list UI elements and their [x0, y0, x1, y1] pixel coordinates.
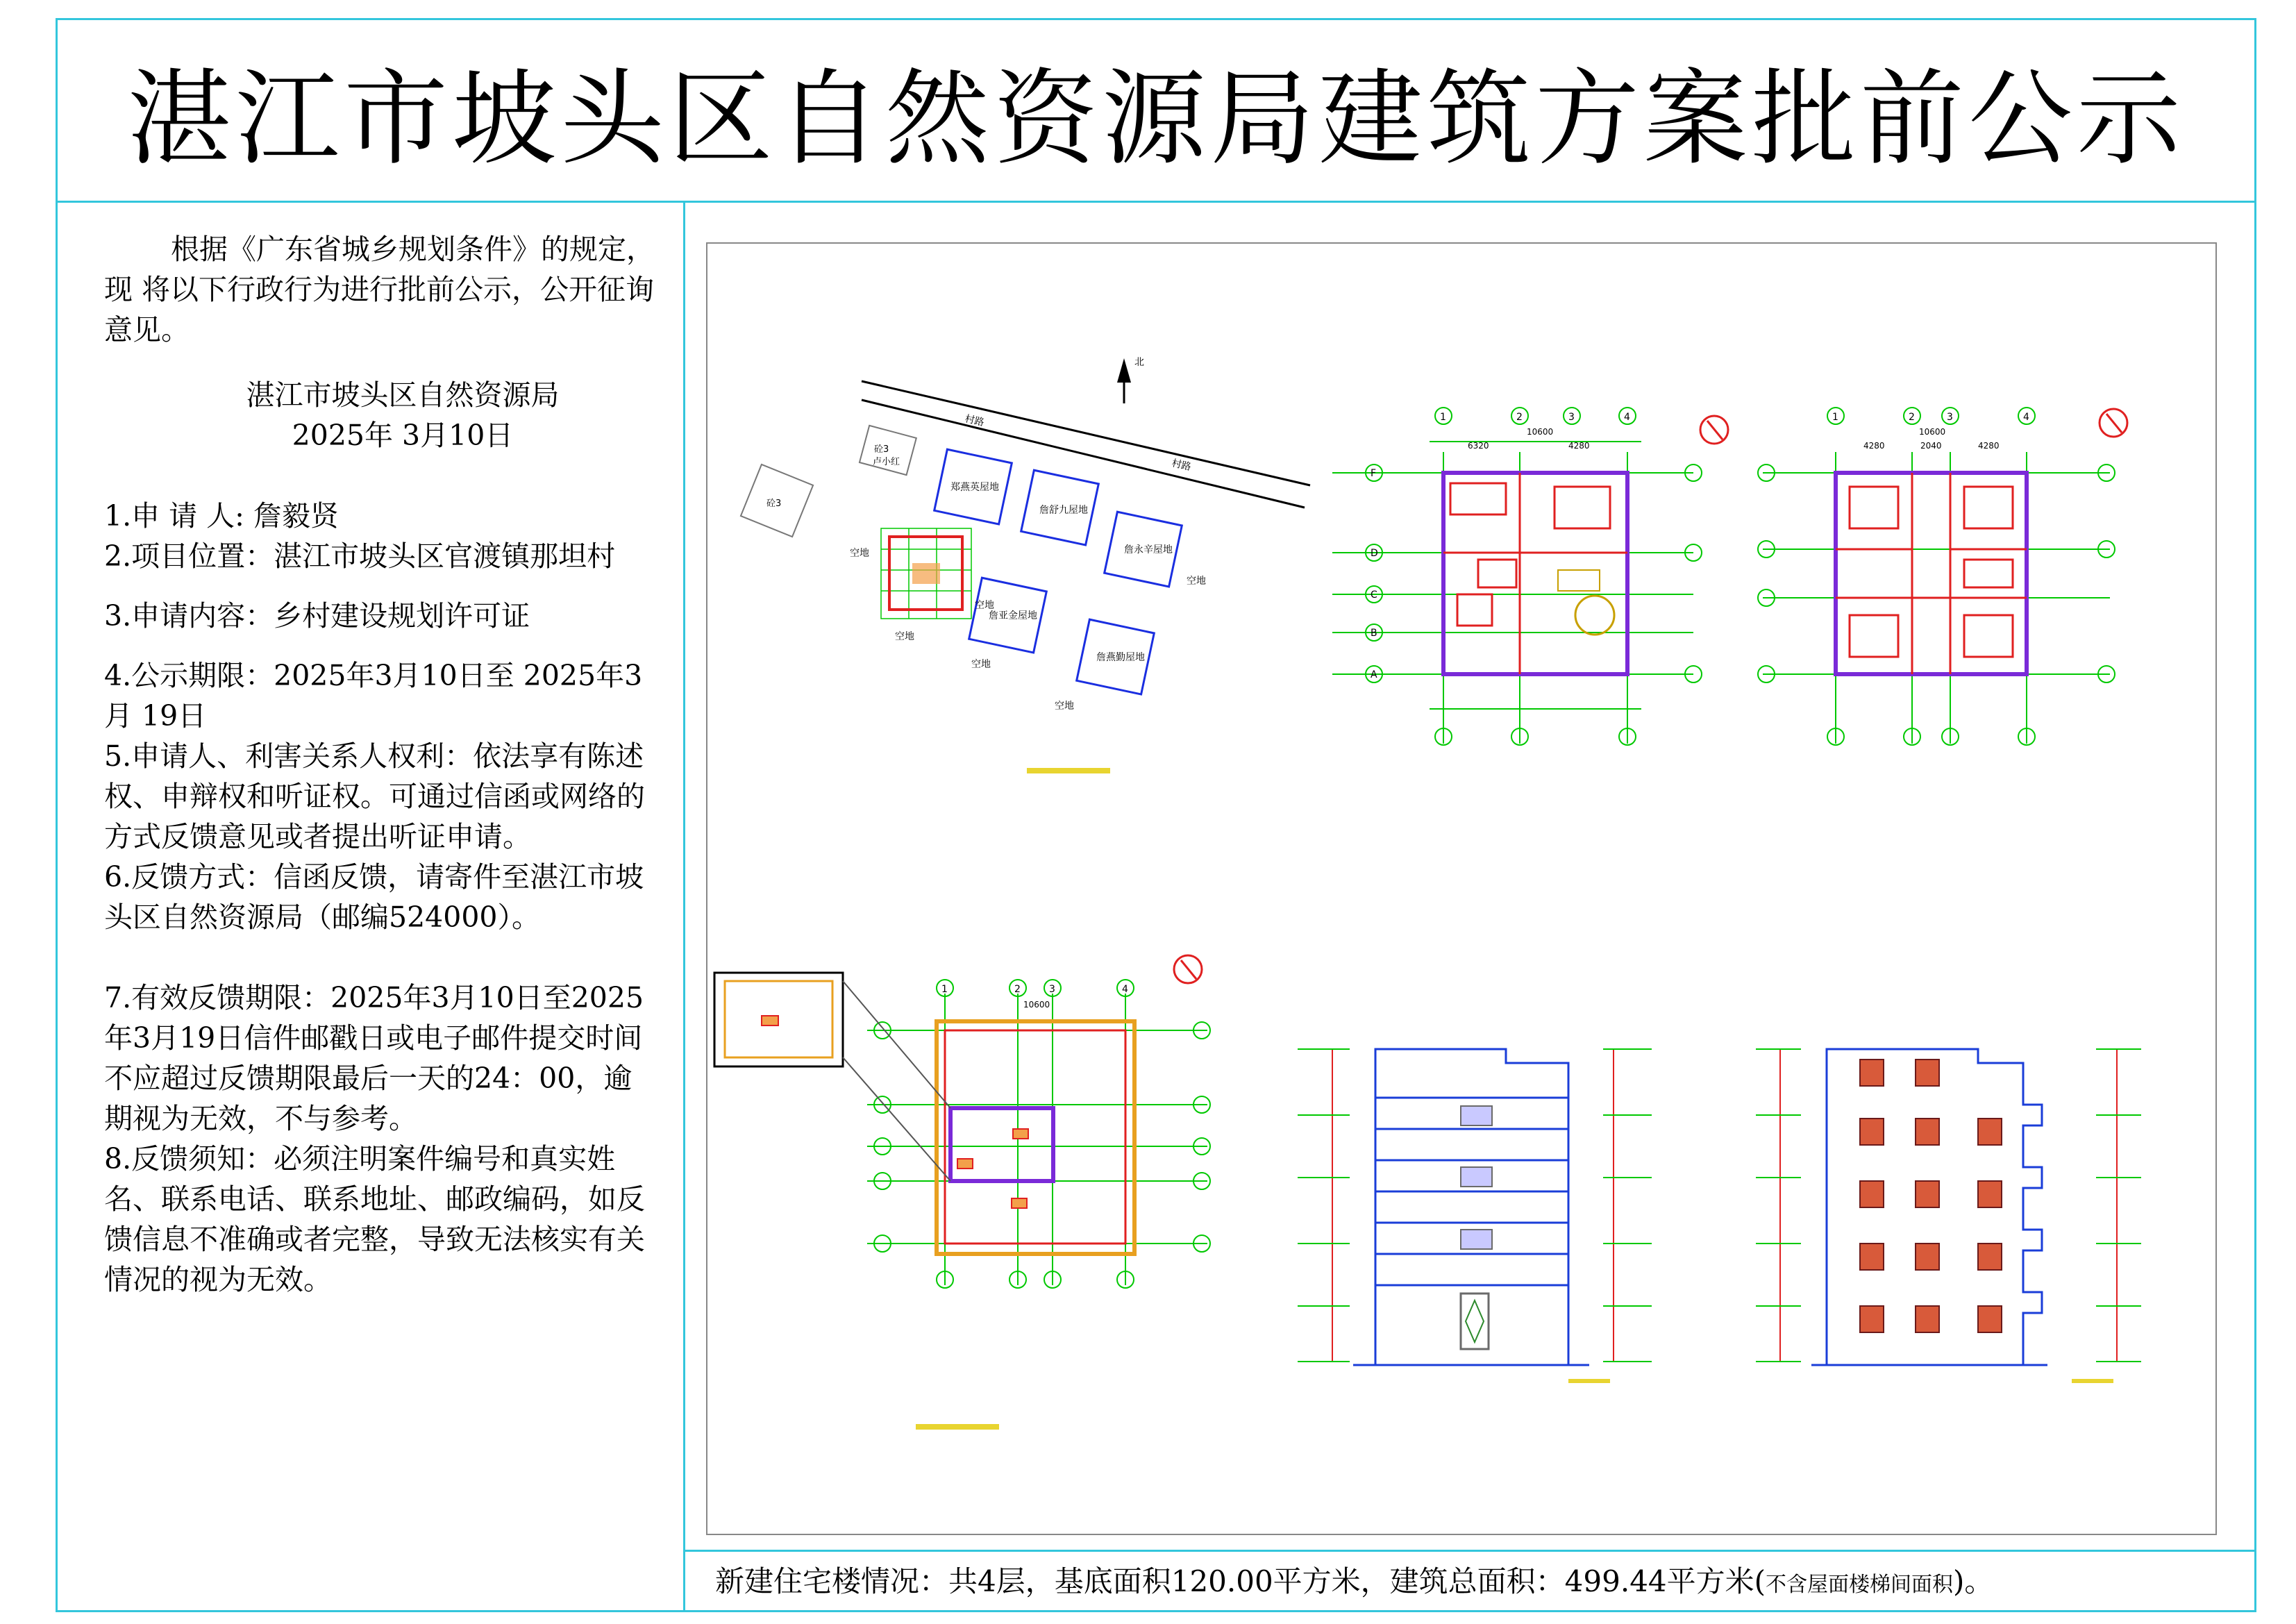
- north-label: 北: [1134, 357, 1144, 368]
- axis-3: 3: [1568, 412, 1575, 423]
- empty-label-3: 空地: [975, 600, 994, 611]
- axis-2-roof: 2: [1014, 984, 1021, 995]
- notice-text: [104, 229, 660, 1300]
- item-applicant: 1.申 请 人: 詹毅贤: [104, 499, 340, 533]
- title-bar: [56, 18, 2256, 203]
- lot-label-4: 詹亚金屋地: [989, 610, 1037, 621]
- axis-3-roof: 3: [1049, 984, 1055, 995]
- dim-b-upper-2: 4280: [1978, 441, 2000, 451]
- empty-label-1: 空地: [850, 548, 869, 559]
- drawing-canvas: [707, 244, 2218, 1537]
- axis-2-upper: 2: [1909, 412, 1915, 423]
- dim-b: 4280: [1568, 441, 1590, 451]
- footer-divider: [685, 1550, 2256, 1552]
- item-feedback-deadline: 7.有效反馈期限：2025年3月10日至2025年3月19日信件邮戳日或电子邮件提交时间不应超过反馈期限最后一天的24：00，逾期视为无效，不与参考。: [104, 981, 644, 1135]
- footer-summary: [715, 1559, 1993, 1600]
- architectural-drawing-sheet: [706, 242, 2217, 1535]
- lot-label-2: 詹舒九屋地: [1039, 505, 1088, 516]
- roof-plan: [714, 955, 1210, 1430]
- item-location: 2.项目位置：湛江市坡头区官渡镇那坦村: [104, 539, 616, 573]
- dim-b-upper-1: 4280: [1863, 441, 1885, 451]
- page-title: 湛江市坡头区自然资源局建筑方案批前公示: [126, 58, 2185, 180]
- lot-label-1: 郑燕英屋地: [950, 482, 999, 493]
- notice-date: 2025年 3月10日: [292, 419, 514, 452]
- lot-label-3: 詹永辛屋地: [1124, 544, 1173, 555]
- intro-paragraph: 根据《广东省城乡规划条件》的规定，现 将以下行政行为进行批前公示，公开征询意见。: [104, 233, 655, 346]
- item-feedback-method: 6.反馈方式：信函反馈，请寄件至湛江市坡头区自然资源局（邮编524000）。: [104, 860, 644, 934]
- axis-2: 2: [1516, 412, 1523, 423]
- axis-4-upper: 4: [2023, 412, 2029, 423]
- item-period: 4.公示期限：2025年3月10日至 2025年3月 19日: [104, 659, 643, 733]
- axis-1: 1: [1440, 412, 1446, 423]
- dim-total-upper: 10600: [1919, 427, 1946, 437]
- dim-total-roof: 10600: [1023, 1000, 1050, 1010]
- empty-label-5: 空地: [971, 659, 991, 670]
- front-elevation: [1298, 1049, 1652, 1383]
- item-feedback-notes: 8.反馈须知：必须注明案件编号和真实姓名、联系电话、联系地址、邮政编码，如反馈信息不准确或者完整，导致无法核实有关情况的视为无效。: [104, 1142, 645, 1296]
- axis-c: C: [1371, 589, 1377, 601]
- axis-a: A: [1371, 669, 1377, 680]
- axis-b: B: [1371, 628, 1377, 639]
- footer-main: 新建住宅楼情况：共4层，基底面积120.00平方米，建筑总面积：499.44平方米(: [715, 1564, 1766, 1598]
- lot-label-5: 詹燕勤屋地: [1096, 652, 1145, 663]
- item-content: 3.申请内容：乡村建设规划许可证: [104, 599, 530, 633]
- dim-total: 10600: [1527, 427, 1554, 437]
- axis-f: F: [1371, 468, 1377, 479]
- empty-label-2: 空地: [895, 631, 914, 642]
- axis-4: 4: [1624, 412, 1630, 423]
- empty-label-4: 空地: [1187, 576, 1206, 587]
- issuer: 湛江市坡头区自然资源局: [246, 378, 560, 412]
- empty-label-6: 空地: [1055, 701, 1074, 712]
- ground-floor-plan: [1332, 408, 1728, 745]
- item-rights: 5.申请人、利害关系人权利：依法享有陈述权、申辩权和听证权。可通过信函或网络的方式反馈意见或者提出听证申请。: [104, 739, 645, 853]
- footer-end: )。: [1953, 1564, 1994, 1598]
- axis-3-upper: 3: [1947, 412, 1953, 423]
- upper-floor-plan: [1758, 408, 2127, 745]
- column-divider: [683, 203, 685, 1612]
- neighbor-label-2: 砼3: [766, 499, 782, 509]
- footer-note: 不含屋面楼梯间面积: [1766, 1573, 1954, 1597]
- axis-1-roof: 1: [941, 984, 948, 995]
- side-elevation: [1756, 1049, 2141, 1383]
- neighbor-label-1: 砼3: [874, 444, 889, 455]
- axis-1-upper: 1: [1832, 412, 1838, 423]
- dim-c-upper: 2040: [1920, 441, 1942, 451]
- axis-d: D: [1371, 548, 1378, 559]
- neighbor-name: 卢小红: [873, 457, 900, 467]
- road-label-2: 村路: [1171, 458, 1192, 474]
- road-label-1: 村路: [964, 413, 985, 429]
- axis-4-roof: 4: [1122, 984, 1128, 995]
- dim-a: 6320: [1468, 441, 1489, 451]
- site-plan: [741, 357, 1310, 773]
